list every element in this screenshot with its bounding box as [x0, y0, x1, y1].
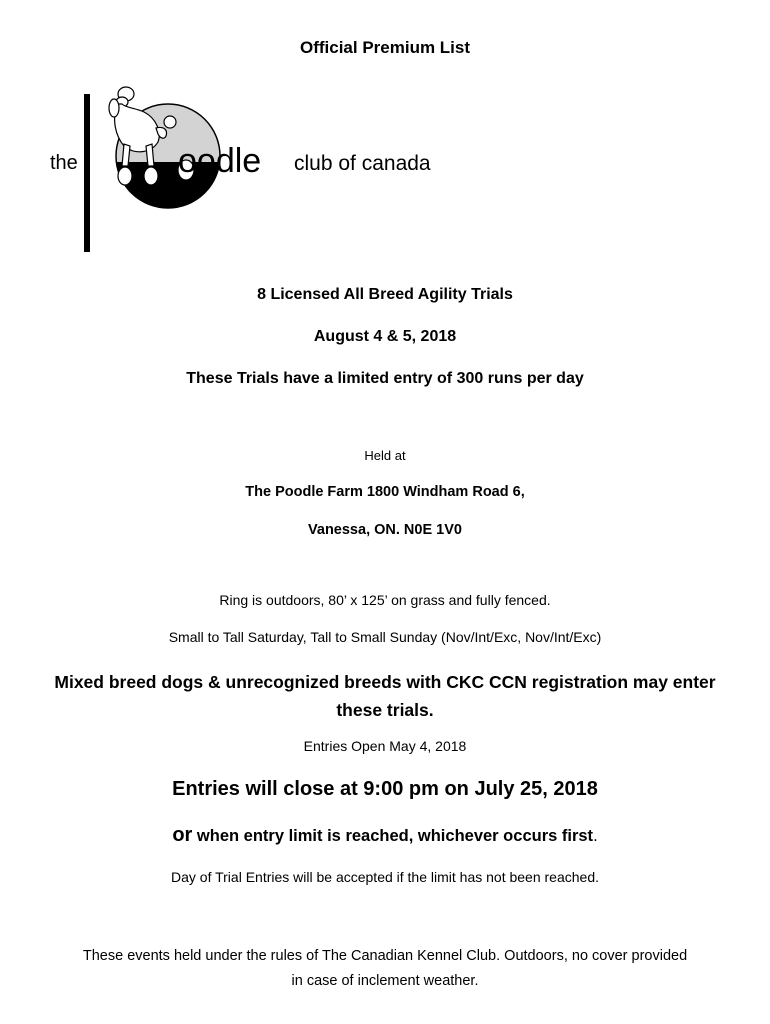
height-order: Small to Tall Saturday, Tall to Small Sunday (Nov/Int/Exc, Nov/Int/Exc)	[168, 629, 602, 645]
logo-word-club: club of canada	[294, 152, 431, 175]
mixed-breed-line1: Mixed breed dogs & unrecognized breeds with CKC CCN registration may enter	[54, 672, 716, 692]
trial-title: 8 Licensed All Breed Agility Trials	[257, 286, 513, 303]
venue-address-line1: The Poodle Farm 1800 Windham Road 6,	[245, 484, 525, 500]
entries-open: Entries Open May 4, 2018	[303, 738, 467, 754]
rules-line2: in case of inclement weather.	[291, 973, 479, 989]
held-at-label: Held at	[364, 448, 406, 463]
ring-details: Ring is outdoors, 80’ x 125’ on grass and fully fenced.	[219, 592, 551, 608]
trial-dates: August 4 & 5, 2018	[313, 328, 457, 345]
venue-address-line2: Vanessa, ON. N0E 1V0	[308, 522, 462, 538]
mixed-breed-notice	[0, 668, 770, 724]
poodle-club-logo	[48, 86, 458, 258]
rules-line1: These events held under the rules of The Canadian Kennel Club. Outdoors, no cover provided	[82, 948, 688, 964]
logo-word-oodle: oodle	[178, 142, 262, 180]
trial-limit-note: These Trials have a limited entry of 300 runs per day	[186, 370, 584, 387]
rules-notice	[0, 944, 770, 994]
day-of-trial-entries: Day of Trial Entries will be accepted if the limit has not been reached.	[171, 869, 599, 885]
logo-word-the: the	[50, 152, 78, 174]
entries-close: Entries will close at 9:00 pm on July 25, 2018	[172, 778, 598, 800]
limit-period: .	[593, 827, 598, 845]
limit-rest: when entry limit is reached, whichever occurs first	[192, 827, 594, 845]
mixed-breed-line2: these trials.	[336, 700, 434, 720]
page-heading: Official Premium List	[299, 38, 471, 57]
limit-or: or	[172, 824, 193, 846]
entry-limit-notice	[0, 824, 770, 847]
